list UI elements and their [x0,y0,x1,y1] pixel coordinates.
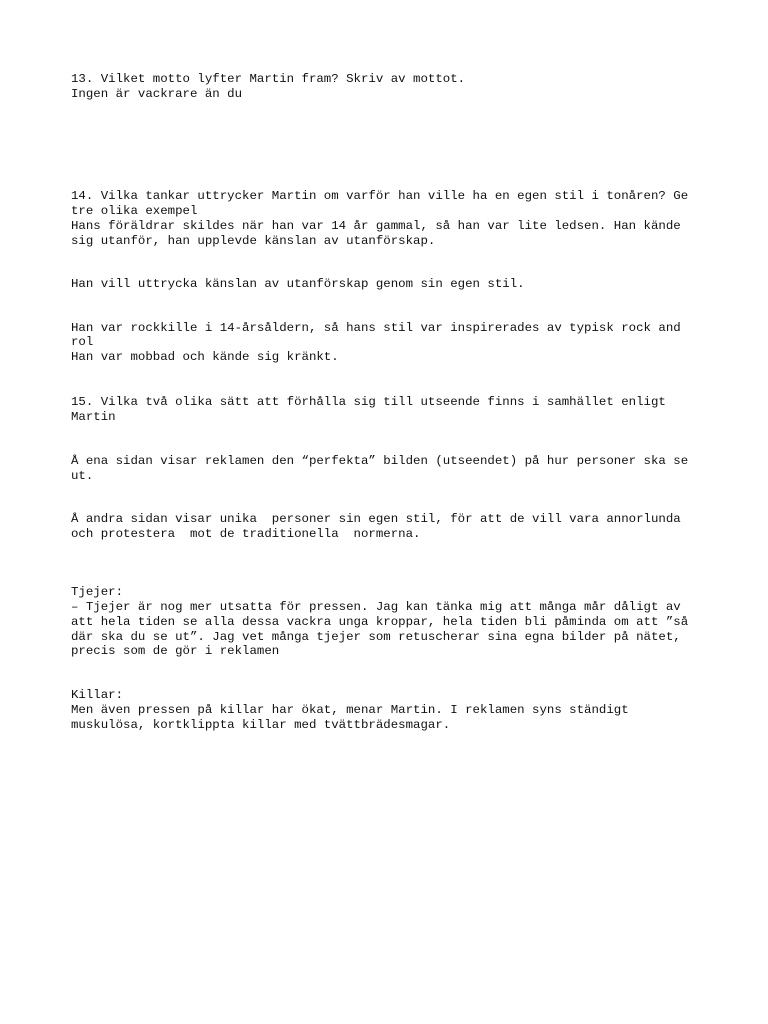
answer-14-3-line-2: rol [71,335,94,349]
answer-15-1-line-2: ut. [71,469,94,483]
answer-14-3-line-1: Han var rockkille i 14-årsåldern, så hans stil var inspirerades av typisk rock and [71,321,681,335]
girls-line-2: att hela tiden se alla dessa vackra unga kroppar, hela tiden bli påminda om att ”så [71,615,689,629]
answer-14-1-line-1: Hans föräldrar skildes när han var 14 år gammal, så han var lite ledsen. Han kände [71,219,681,233]
question-14-line-1: 14. Vilka tankar uttrycker Martin om varför han ville ha en egen stil i tonåren? Ge [71,189,689,203]
question-15-line-2: Martin [71,410,116,424]
girls-line-3: där ska du se ut”. Jag vet många tjejer som retuscherar sina egna bilder på nätet, [71,630,681,644]
question-14-line-2: tre olika exempel [71,204,198,218]
answer-15-1-line-1: Å ena sidan visar reklamen den “perfekta” bilden (utseendet) på hur personer ska se [71,454,689,468]
boys-heading: Killar: [71,688,124,702]
girls-line-4: precis som de gör i reklamen [71,644,280,658]
answer-15-2-line-1: Å andra sidan visar unika personer sin egen stil, för att de vill vara annorlunda [71,512,681,526]
answer-13-text: Ingen är vackrare än du [71,87,243,101]
answer-14-3-line-3: Han var mobbad och kände sig kränkt. [71,350,339,364]
girls-line-1: – Tjejer är nog mer utsatta för pressen. Jag kan tänka mig att många mår dåligt av [71,600,681,614]
boys-line-2: muskulösa, kortklippta killar med tvättbrädesmagar. [71,718,451,732]
answer-14-2: Han vill uttrycka känslan av utanförskap genom sin egen stil. [71,277,525,291]
question-15-line-1: 15. Vilka två olika sätt att förhålla sig till utseende finns i samhället enligt [71,395,666,409]
answer-15-2-line-2: och protestera mot de traditionella normerna. [71,527,421,541]
girls-heading: Tjejer: [71,585,124,599]
question-13-text: 13. Vilket motto lyfter Martin fram? Skriv av mottot. [71,72,466,86]
boys-line-1: Men även pressen på killar har ökat, menar Martin. I reklamen syns ständigt [71,703,629,717]
answer-14-1-line-2: sig utanför, han upplevde känslan av utanförskap. [71,234,436,248]
